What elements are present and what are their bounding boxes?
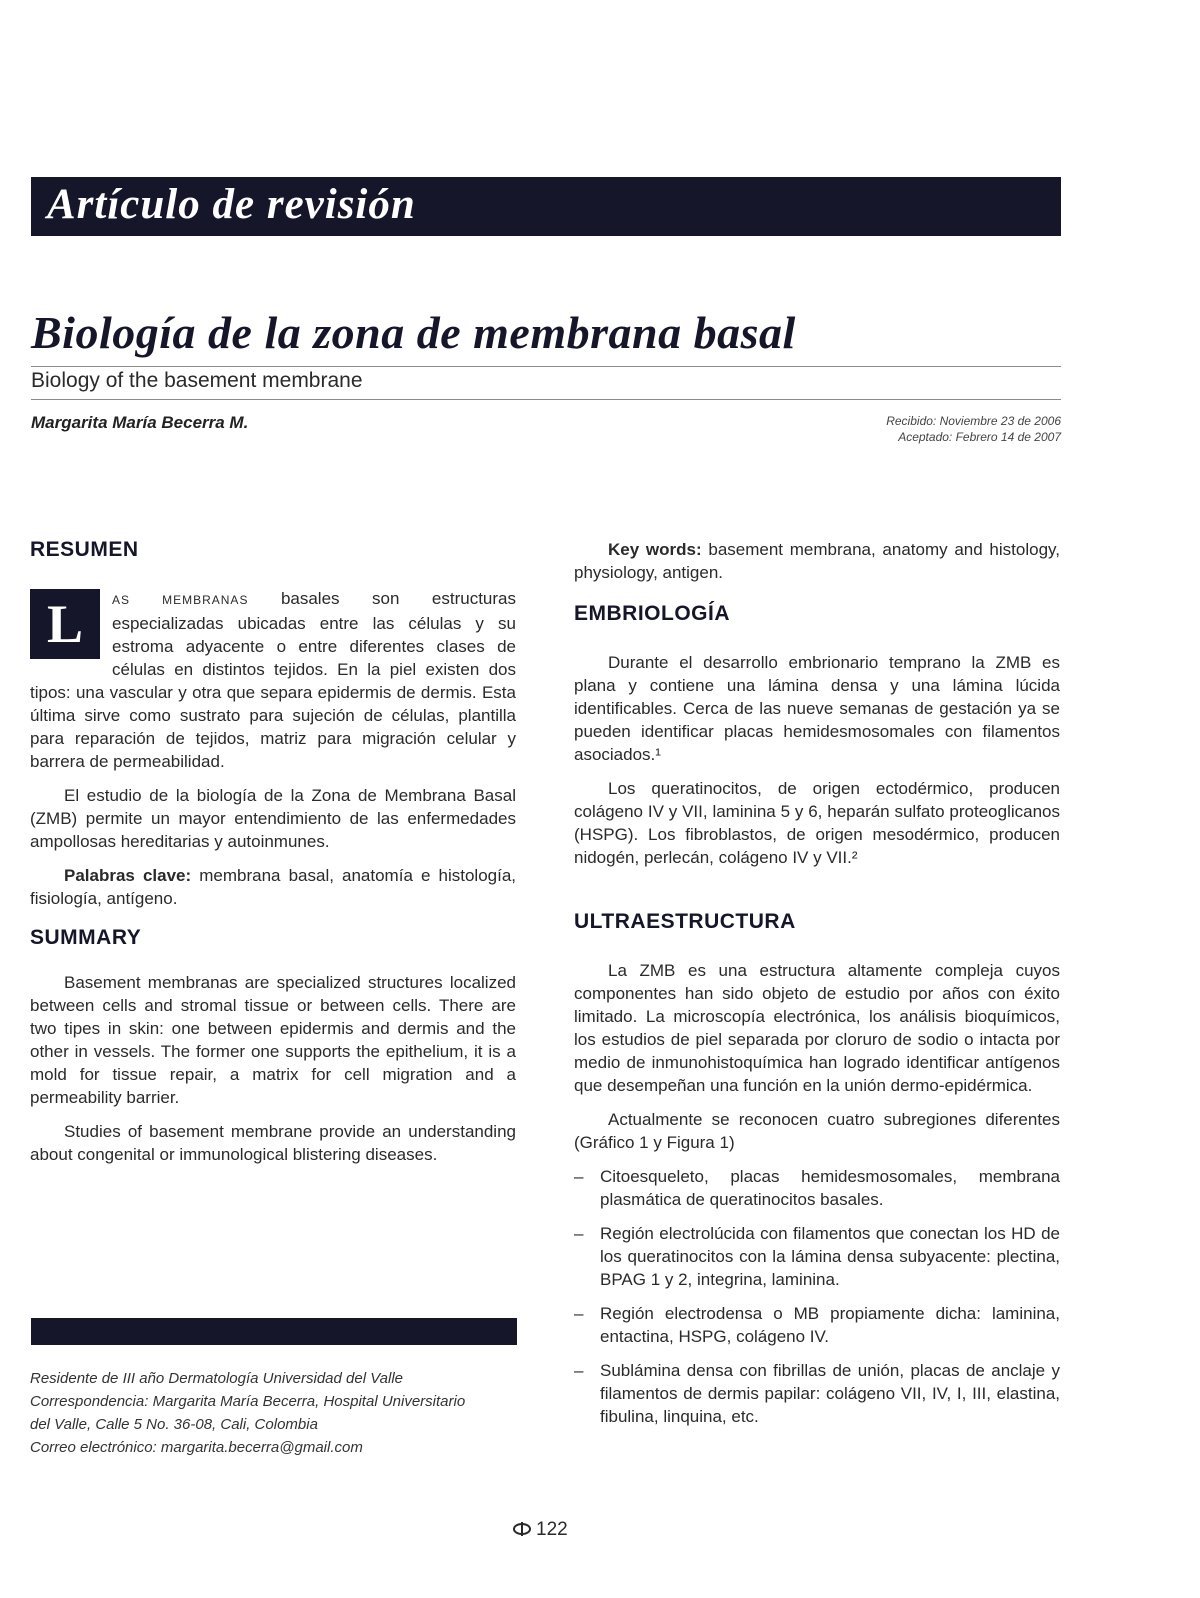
- article-title-english: Biology of the basement membrane: [31, 369, 363, 392]
- resumen-p2: El estudio de la biología de la Zona de Membrana Basal (ZMB) permite un mayor entendimiento de las enfermedades ampollosas hereditarias y autoinmunes.: [30, 786, 516, 851]
- embriologia-heading: EMBRIOLOGÍA: [574, 602, 730, 625]
- palabras-clave-text: membrana basal, anatomía e histología, fisiología, antígeno.: [30, 866, 516, 908]
- received-date: Recibido: Noviembre 23 de 2006: [886, 414, 1061, 428]
- ultraestructura-p1: La ZMB es una estructura altamente compleja cuyos componentes han sido objeto de estudio por años con éxito limitado. La microscopía electrónica, los análisis bioquímicos, los estudios de piel separada por cloruro de sodio o intacta por medio de inmunohistoquímica han logrado identificar antígenos que desempeñan una función en la unión dermo-epidérmica.: [574, 961, 1060, 1095]
- footnote-line: Residente de III año Dermatología Universidad del Valle: [30, 1370, 403, 1387]
- key-words: [574, 538, 1060, 584]
- resumen-body: [30, 587, 516, 1166]
- left-column: [30, 538, 516, 587]
- summary-p1: Basement membranas are specialized structures localized between cells and stromal tissue or between cells. There are two tipes in skin: one between epidermis and dermis and the other in vessels. The former one supports the epithelium, it is a mold for tissue repair, a matrix for cell migration and a permeability barrier.: [30, 973, 516, 1107]
- article-dates: [886, 413, 1061, 445]
- list-item: – Región electrolúcida con filamentos que conectan los HD de los queratinocitos con la lámina densa subyacente: plectina, BPAG 1 y 2, integrina, laminina.: [574, 1222, 1060, 1291]
- list-item: – Región electrodensa o MB propiamente dicha: laminina, entactina, HSPG, colágeno IV.: [574, 1302, 1060, 1348]
- ultraestructura-heading: ULTRAESTRUCTURA: [574, 910, 796, 933]
- accepted-date: Aceptado: Febrero 14 de 2007: [898, 430, 1061, 444]
- palabras-clave-label: Palabras clave:: [64, 866, 192, 885]
- page-number: [512, 1519, 568, 1541]
- right-column: [574, 538, 1060, 1428]
- section-banner: [31, 177, 1061, 236]
- title-rule-bottom: [31, 399, 1061, 400]
- summary-p2: Studies of basement membrane provide an understanding about congenital or immunological blistering diseases.: [30, 1122, 516, 1164]
- summary-heading: SUMMARY: [30, 926, 142, 949]
- dropcap-box: L: [30, 589, 100, 659]
- footnote-line: del Valle, Calle 5 No. 36-08, Cali, Colombia: [30, 1416, 318, 1433]
- palabras-clave: [30, 864, 516, 910]
- author-name: Margarita María Becerra M.: [31, 413, 249, 432]
- footnote-line: Correo electrónico: margarita.becerra@gmail.com: [30, 1439, 363, 1456]
- article-title: Biología de la zona de membrana basal: [31, 307, 796, 358]
- ultraestructura-p2: Actualmente se reconocen cuatro subregiones diferentes (Gráfico 1 y Figura 1): [574, 1110, 1060, 1152]
- journal-logo-icon: [512, 1519, 532, 1540]
- dropcap-smallcaps: AS MEMBRANAS: [112, 593, 249, 607]
- embriologia-p1: Durante el desarrollo embrionario temprano la ZMB es plana y contiene una lámina densa y una lámina lúcida identificables. Cerca de las nueve semanas de gestación ya se pueden identificar placas hemidesmosomales con filamentos asociados.¹: [574, 653, 1060, 764]
- list-item: – Sublámina densa con fibrillas de unión, placas de anclaje y filamentos de dermis papilar: colágeno VII, IV, I, III, elastina, fibulina, linquina, etc.: [574, 1359, 1060, 1428]
- footnote-bar: [31, 1318, 517, 1345]
- resumen-heading: RESUMEN: [30, 538, 139, 561]
- section-label: Artículo de revisión: [47, 181, 416, 228]
- title-rule-top: [31, 366, 1061, 367]
- footnote-line: Correspondencia: Margarita María Becerra, Hospital Universitario: [30, 1393, 466, 1410]
- page-number-text: 122: [536, 1519, 568, 1540]
- embriologia-p2: Los queratinocitos, de origen ectodérmico, producen colágeno IV y VII, laminina 5 y 6, heparán sulfato proteoglicanos (HSPG). Los fibroblastos, de origen mesodérmico, producen nidogén, perlecán, colágeno IV y VII.²: [574, 779, 1060, 867]
- key-words-label: Key words:: [608, 540, 702, 559]
- subregions-list: [574, 1165, 1060, 1428]
- key-words-text: basement membrana, anatomy and histology, physiology, antigen.: [574, 540, 1060, 582]
- affiliation-footnote: [30, 1367, 516, 1459]
- resumen-p1: basales son estructuras especializadas ubicadas entre las células y su estroma adyacente o entre diferentes clases de células en distintos tejidos. En la piel existen dos tipos: una vascular y otra que separa epidermis de dermis. Esta última sirve como sustrato para sujeción de células, plantilla para reparación de tejidos, matriz para migración celular y barrera de permeabilidad.: [30, 589, 516, 771]
- list-item: – Citoesqueleto, placas hemidesmosomales, membrana plasmática de queratinocitos basales.: [574, 1165, 1060, 1211]
